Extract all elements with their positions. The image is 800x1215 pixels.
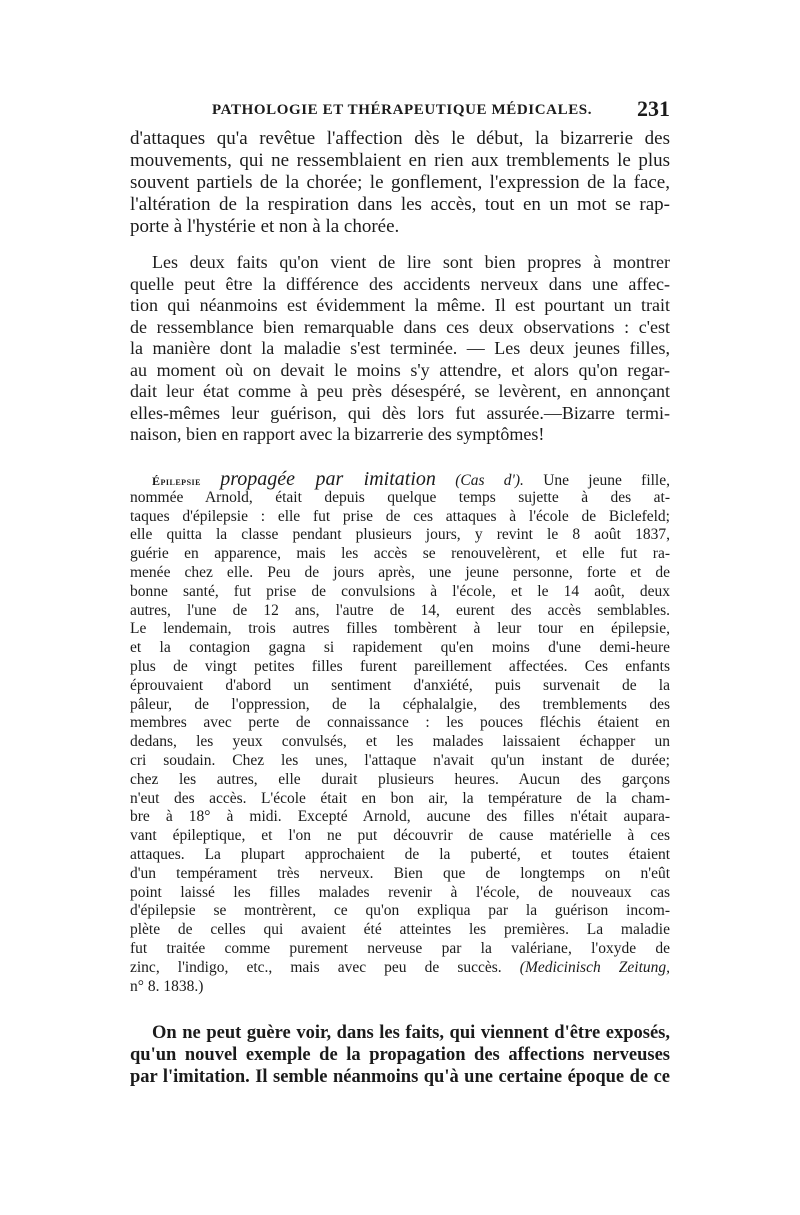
running-title: PATHOLOGIE ET THÉRAPEUTIQUE MÉDICALES. [212,102,593,118]
text-line: bonne santé, fut prise de convulsions à l'école, et le 14 août, deux [130,582,670,600]
text-line: chez les autres, elle durait plusieurs heures. Aucun des garçons [130,770,670,788]
text-line: la manière dont la maladie s'est terminée. — Les deux jeunes filles, [130,338,670,358]
text-line: d'épilepsie se montrèrent, ce qu'on expliqua par la guérison incom- [130,902,670,920]
text-line: membres avec perte de connaissance : les pouces fléchis étaient en [130,714,670,732]
paragraph-conclusion [130,1022,670,1088]
paragraph-observations [130,252,670,446]
text-line: n'eut des accès. L'école était en bon air, la température de la cham- [130,789,670,807]
text-line: plus de vingt petites filles furent pareillement affectées. Ces enfants [130,657,670,675]
text-line: On ne peut guère voir, dans les faits, qui viennent d'être exposés, [152,1023,670,1043]
text-line: au moment où on devait le moins s'y attendre, et alors qu'on regar- [130,359,670,380]
text-line: qu'un nouvel exemple de la propagation des affections nerveuses [130,1045,670,1065]
page-number: 231 [637,96,670,121]
case-heading-ref: (Cas d'). [455,472,524,489]
paragraph-case-report [130,470,670,996]
text-line: autres, l'une de 12 ans, l'autre de 14, eurent des accès semblables. [130,601,670,619]
text-line: elles-mêmes leur guérison, qui dès lors fut assurée.—Bizarre termi- [130,402,670,423]
paragraph-continuation [130,128,670,238]
text-line: n° 8. 1838.) [130,977,204,995]
text-line: dait leur état comme à peu près désespéré, se levèrent, en annonçant [130,381,670,401]
text-line: d'attaques qu'a revêtue l'affection dès le début, la bizarrerie des [130,128,670,149]
text-line: et la contagion gagna si rapidement qu'en moins d'une demi-heure [130,639,670,657]
case-source-line [130,959,670,978]
text-line: d'un tempérament très nerveux. Bien que de longtemps on n'eût [130,864,670,882]
text-fragment: Une jeune fille, [543,472,670,489]
text-line: tion qui néanmoins est évidemment la même. Il est pourtant un trait [130,295,670,315]
text-line: bre à 18° à midi. Excepté Arnold, aucune des filles n'était aupara- [130,808,670,826]
text-line: attaques. La plupart approchaient de la puberté, et toutes étaient [130,845,670,863]
text-fragment: zinc, l'indigo, etc., mais avec peu de succès. [130,958,502,976]
text-line: vant épileptique, et l'on ne put découvrir de cause matérielle à ces [130,827,670,845]
text-line: Le lendemain, trois autres filles tombèrent à leur tour en épilepsie, [130,620,670,638]
text-line: de ressemblance bien remarquable dans ces deux observations : c'est [130,316,670,337]
text-line: pâleur, de l'oppression, de la céphalalgie, des tremblements des [130,695,670,713]
text-line: fut traitée comme purement nerveuse par la valériane, l'oxyde de [130,939,670,957]
running-head [130,96,670,126]
text-line: point laissé les filles malades revenir à l'école, de nouveaux cas [130,883,670,901]
text-line: quelle peut être la différence des accidents nerveux dans une affec- [130,273,670,294]
text-line: nommée Arnold, était depuis quelque temps sujette à des at- [130,488,670,506]
text-line: porte à l'hystérie et non à la chorée. [130,216,400,237]
text-line: dedans, les yeux convulsés, et les malades laissaient échapper un [130,733,670,751]
text-line: l'altération de la respiration dans les accès, tout en un mot se rap- [130,194,670,215]
text-line: éprouvaient d'abord un sentiment d'anxiété, puis survenait de la [130,676,670,694]
text-line: guérie en apparence, mais les accès se renouvelèrent, et elle fut ra- [130,545,670,563]
text-line: Les deux faits qu'on vient de lire sont bien propres à montrer [152,252,670,272]
text-line: mouvements, qui ne ressemblaient en rien aux tremblements le plus [130,150,670,171]
text-line: menée chez elle. Peu de jours après, une jeune personne, forte et de [130,563,670,581]
text-line: plète de celles qui avaient été atteintes les premières. La maladie [130,921,670,939]
text-line: cri soudain. Chez les unes, l'attaque n'avait qu'un instant de durée; [130,751,670,769]
text-line: elle quitta la classe pendant plusieurs jours, y revint le 8 août 1837, [130,526,670,544]
case-heading-italic: propagée par imitation [220,468,436,490]
case-heading-smallcaps: Épilepsie [152,474,201,488]
text-line: par l'imitation. Il semble néanmoins qu'à une certaine époque de ce [130,1067,670,1087]
case-first-line [130,470,670,489]
text-line: souvent partiels de la chorée; le gonflement, l'expression de la face, [130,172,670,193]
text-line: naison, bien en rapport avec la bizarrerie des symptômes! [130,424,545,444]
source-citation: (Medicinisch Zeitung, [519,958,671,976]
text-line: taques d'épilepsie : elle fut prise de ces attaques à l'école de Biclefeld; [130,507,670,525]
